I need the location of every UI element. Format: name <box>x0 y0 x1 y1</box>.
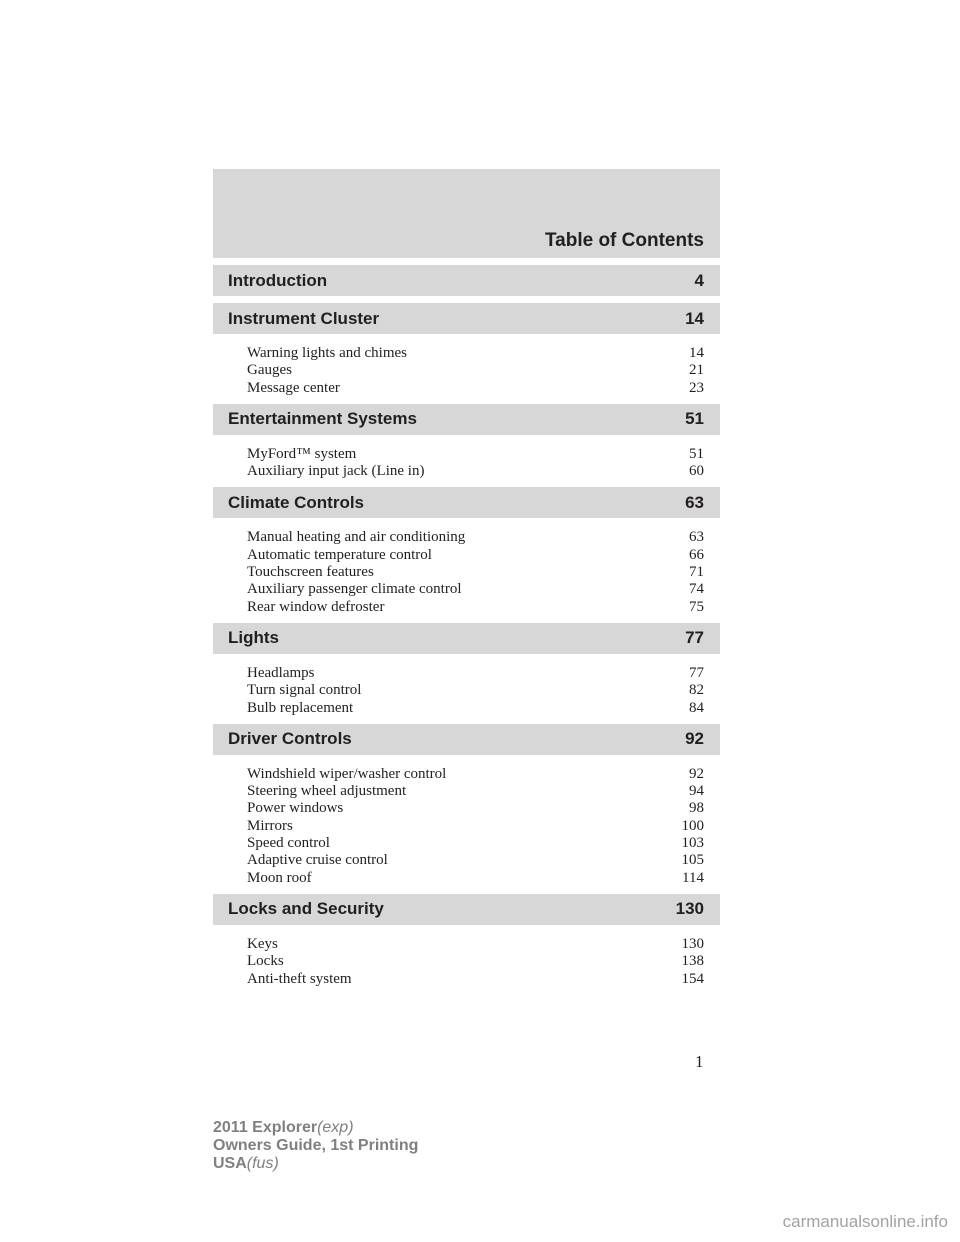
entry-page: 98 <box>689 800 704 817</box>
toc-entry[interactable] <box>247 463 704 480</box>
entry-page: 21 <box>689 362 704 379</box>
entry-page: 66 <box>689 546 704 563</box>
section-heading[interactable] <box>213 404 720 435</box>
footer-market: USA <box>213 1155 247 1172</box>
entry-page: 114 <box>682 869 704 886</box>
toc-entry[interactable] <box>247 446 704 463</box>
toc-entry[interactable] <box>247 529 704 546</box>
toc-section <box>213 623 720 717</box>
entry-label: Mirrors <box>247 817 293 834</box>
toc-entry[interactable] <box>247 700 704 717</box>
entry-list <box>213 518 720 615</box>
section-title: Climate Controls <box>228 492 365 512</box>
toc-section <box>213 894 720 988</box>
entry-page: 71 <box>689 564 704 581</box>
toc-entry[interactable] <box>247 766 704 783</box>
toc-sections <box>213 265 720 988</box>
entry-label: Touchscreen features <box>247 564 374 581</box>
section-page: 14 <box>685 308 704 328</box>
toc-section <box>213 265 720 296</box>
table-of-contents <box>213 169 720 988</box>
section-title: Locks and Security <box>228 899 384 919</box>
section-title: Introduction <box>228 270 328 290</box>
entry-label: Headlamps <box>247 664 315 681</box>
entry-page: 14 <box>689 345 704 361</box>
toc-entry[interactable] <box>247 682 704 699</box>
entry-list <box>213 654 720 717</box>
entry-page: 82 <box>689 682 704 699</box>
footer-line-1 <box>213 1119 418 1137</box>
entry-list <box>213 755 720 887</box>
entry-label: Adaptive cruise control <box>247 852 388 869</box>
section-title: Instrument Cluster <box>228 308 380 328</box>
section-heading[interactable] <box>213 265 720 296</box>
watermark: carmanualsonline.info <box>782 1212 948 1231</box>
entry-page: 138 <box>681 953 704 970</box>
section-page: 51 <box>685 409 704 429</box>
toc-entry[interactable] <box>247 953 704 970</box>
section-title: Lights <box>228 628 279 648</box>
footer-market-code: (fus) <box>246 1155 279 1172</box>
toc-entry[interactable] <box>247 971 704 988</box>
entry-list <box>213 925 720 988</box>
toc-entry[interactable] <box>247 665 704 682</box>
toc-entry[interactable] <box>247 362 704 379</box>
toc-entry[interactable] <box>247 547 704 564</box>
toc-entry[interactable] <box>247 380 704 397</box>
entry-page: 84 <box>689 699 704 716</box>
page-number: 1 <box>695 1052 704 1071</box>
footer-line-3 <box>213 1155 418 1173</box>
toc-entry[interactable] <box>247 870 704 887</box>
toc-entry[interactable] <box>247 564 704 581</box>
toc-entry[interactable] <box>247 345 704 362</box>
entry-label: Message center <box>247 379 340 396</box>
toc-entry[interactable] <box>247 800 704 817</box>
toc-entry[interactable] <box>247 835 704 852</box>
section-page: 92 <box>685 729 704 749</box>
section-page: 77 <box>685 628 704 648</box>
entry-label: Steering wheel adjustment <box>247 783 407 800</box>
entry-label: Gauges <box>247 362 292 379</box>
entry-page: 130 <box>681 935 704 952</box>
footer-line-2 <box>213 1137 418 1155</box>
entry-page: 100 <box>681 817 704 834</box>
header-band <box>213 169 720 258</box>
section-heading[interactable] <box>213 487 720 518</box>
entry-page: 92 <box>689 765 704 782</box>
entry-list <box>213 334 720 397</box>
entry-label: Rear window defroster <box>247 598 385 615</box>
entry-label: Manual heating and air conditioning <box>247 529 466 546</box>
section-title: Entertainment Systems <box>228 409 417 429</box>
entry-page: 63 <box>689 529 704 546</box>
toc-entry[interactable] <box>247 852 704 869</box>
entry-page: 77 <box>689 664 704 681</box>
entry-label: Auxiliary passenger climate control <box>247 581 462 598</box>
entry-page: 94 <box>689 783 704 800</box>
entry-page: 154 <box>681 970 704 987</box>
footer <box>213 1119 418 1173</box>
toc-section <box>213 724 720 887</box>
toc-section <box>213 487 720 615</box>
section-page: 63 <box>685 492 704 512</box>
entry-label: Keys <box>247 935 278 952</box>
entry-list <box>213 435 720 481</box>
toc-section <box>213 404 720 481</box>
entry-label: Speed control <box>247 835 330 852</box>
section-heading[interactable] <box>213 724 720 755</box>
entry-page: 105 <box>681 852 704 869</box>
entry-page: 74 <box>689 581 704 598</box>
entry-label: Turn signal control <box>247 682 362 699</box>
section-page: 4 <box>694 270 704 290</box>
toc-entry[interactable] <box>247 599 704 616</box>
entry-label: Bulb replacement <box>247 699 354 716</box>
entry-page: 60 <box>689 463 704 480</box>
entry-label: Windshield wiper/washer control <box>247 765 447 782</box>
footer-edition: Owners Guide, 1st Printing <box>213 1137 419 1154</box>
entry-label: Moon roof <box>247 869 312 886</box>
entry-page: 103 <box>681 835 704 852</box>
toc-entry[interactable] <box>247 818 704 835</box>
entry-label: Auxiliary input jack (Line in) <box>247 463 425 480</box>
section-heading[interactable] <box>213 623 720 654</box>
entry-label: Anti-theft system <box>247 970 352 987</box>
toc-entry[interactable] <box>247 581 704 598</box>
entry-page: 75 <box>689 598 704 615</box>
entry-page: 23 <box>689 379 704 396</box>
section-title: Driver Controls <box>228 729 352 749</box>
section-heading[interactable] <box>213 303 720 334</box>
entry-label: Automatic temperature control <box>247 546 432 563</box>
entry-label: MyFord™ system <box>247 445 357 462</box>
section-page: 130 <box>675 899 704 919</box>
entry-label: Locks <box>247 953 284 970</box>
section-heading[interactable] <box>213 894 720 925</box>
entry-label: Power windows <box>247 800 344 817</box>
entry-label: Warning lights and chimes <box>247 345 408 361</box>
entry-page: 51 <box>689 445 704 462</box>
page-title: Table of Contents <box>544 230 704 251</box>
toc-entry[interactable] <box>247 936 704 953</box>
footer-model: 2011 Explorer <box>213 1119 318 1136</box>
toc-entry[interactable] <box>247 783 704 800</box>
toc-section <box>213 303 720 397</box>
footer-model-code: (exp) <box>317 1119 354 1136</box>
